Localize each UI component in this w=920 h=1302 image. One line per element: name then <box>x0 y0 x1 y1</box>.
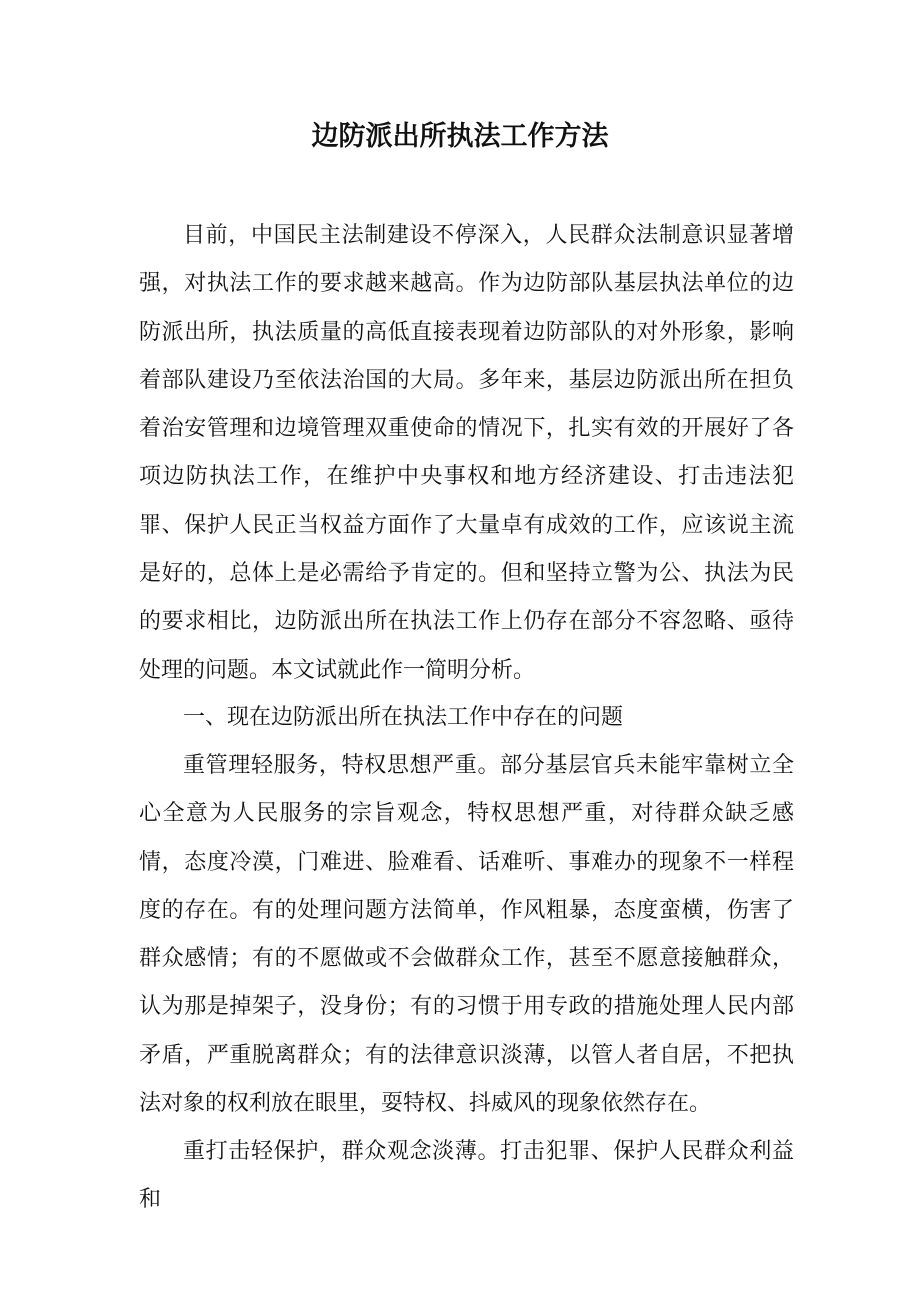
paragraph-text: 重打击轻保护，群众观念淡薄。打击犯罪、保护人民群众利益和 <box>139 1139 794 1213</box>
paragraph-protection <box>139 1128 794 1225</box>
document-title: 边防派出所执法工作方法 <box>311 121 609 152</box>
section-heading-text: 一、现在边防派出所在执法工作中存在的问题 <box>183 705 624 730</box>
paragraph-text: 目前，中国民主法制建设不停深入，人民群众法制意识显著增强，对执法工作的要求越来越高。作为边防部队基层执法单位的边防派出所，执法质量的高低直接表现着边防部队的对外形象，影响着部队建设乃至依法治国的大局。多年来，基层边防派出所在担负着治安管理和边境管理双重使命的情况下，扎实有效的开展好了各项边防执法工作，在维护中央事权和地方经济建设、打击违法犯罪、保护人民正当权益方面作了大量卓有成效的工作，应该说主流是好的，总体上是必需给予肯定的。但和坚持立警为公、执法为民的要求相比，边防派出所在执法工作上仍存在部分不容忽略、亟待处理的问题。本文试就此作一简明分析。 <box>139 223 794 683</box>
paragraph-intro <box>139 212 794 695</box>
paragraph-management <box>139 742 794 1128</box>
section-heading <box>139 694 794 742</box>
paragraph-text: 重管理轻服务，特权思想严重。部分基层官兵未能牢靠树立全心全意为人民服务的宗旨观念，特权思想严重，对待群众缺乏感情，态度冷漠，门难进、脸难看、话难听、事难办的现象不一样程度的存在。有的处理问题方法简单，作风粗暴，态度蛮横，伤害了群众感情；有的不愿做或不会做群众工作，甚至不愿意接触群众，认为那是掉架子，没身份；有的习惯于用专政的措施处理人民内部矛盾，严重脱离群众；有的法律意识淡薄，以管人者自居，不把执法对象的权利放在眼里，耍特权、抖威风的现象依然存在。 <box>139 753 794 1117</box>
